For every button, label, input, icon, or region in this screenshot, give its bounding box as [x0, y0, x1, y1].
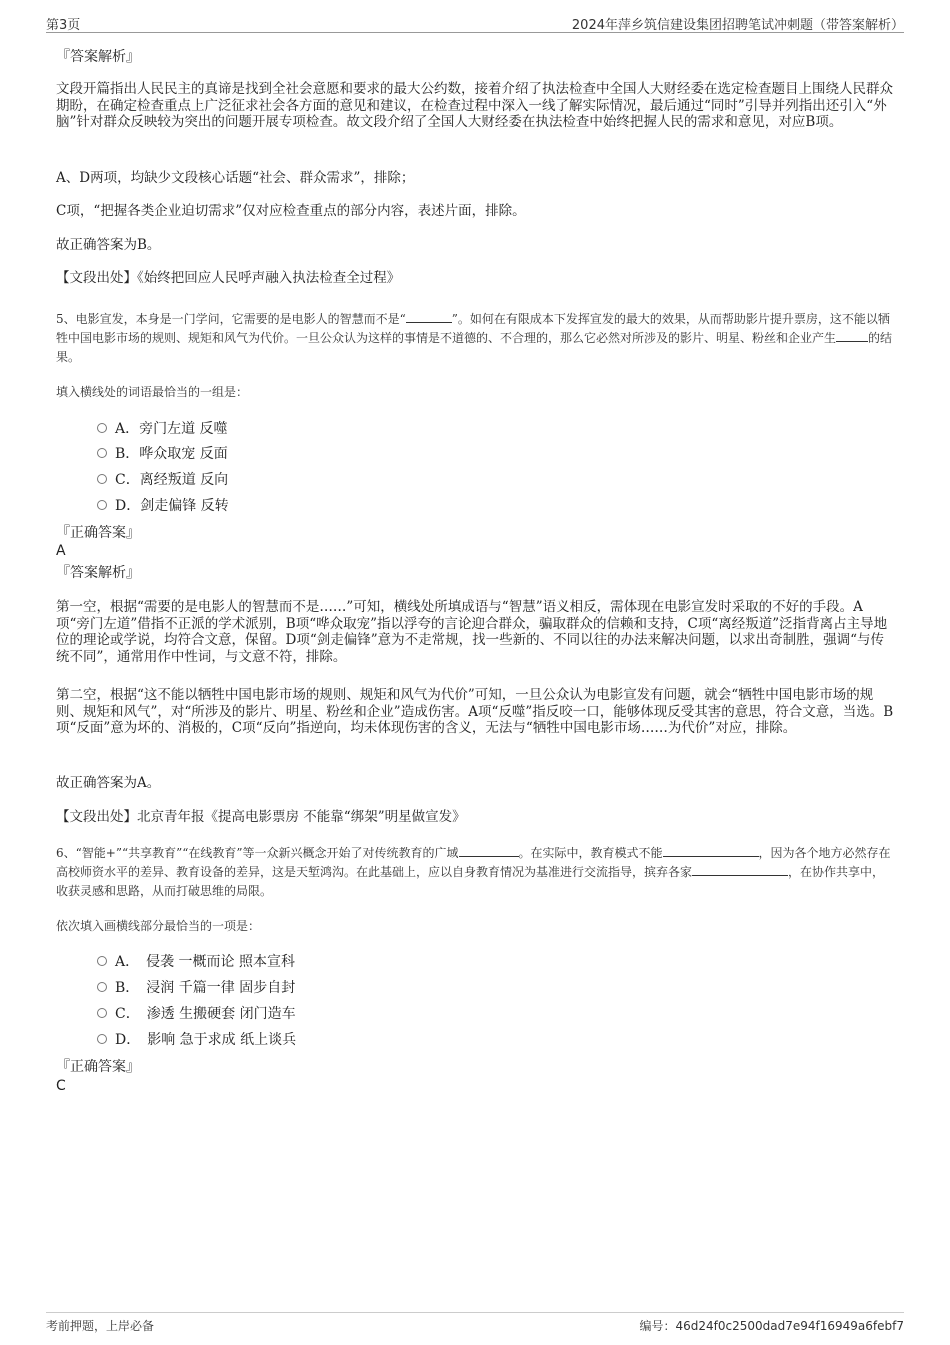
document-id: 编号：46d24f0c2500dad7e94f16949a6febf7	[639, 1319, 904, 1333]
radio-icon[interactable]	[97, 956, 107, 966]
analysis-paragraph: C项，“把握各类企业迫切需求”仅对应检查重点的部分内容，表述片面，排除。	[56, 203, 526, 219]
analysis-paragraph: 第二空，根据“这不能以牺牲中国电影市场的规则、规矩和风气为代价”可知，一旦公众认为电影宣发有问题，就会“牺牲中国电影市场的规则、规矩和风气”，对“所涉及的影片、明星、粉丝和企业”造成伤害。A项“反噬”指反咬一口，能够体现反受其害的意思，符合文意，当选。B项“反面”意为坏的、消极的，C项“反向”指逆向，均未体现伤害的含义，无法与“牺牲中国电影市场……为代价”对应，排除。	[56, 687, 894, 736]
answer-heading: 『正确答案』	[56, 1059, 140, 1075]
answer-heading: 『正确答案』	[56, 525, 140, 541]
q6-option-a[interactable]: A． 侵袭 一概而论 照本宣科	[97, 953, 295, 971]
q6-option-b[interactable]: B． 浸润 千篇一律 固步自封	[97, 979, 295, 997]
correct-answer: A	[56, 543, 66, 559]
question-6-stem: 6、“智能+”“共享教育”“在线教育”等一众新兴概念开始了对传统教育的广域 。在实际中，教育模式不能 ，因为各个地方必然存在高校师资水平的差异、教育设备的差异，这是天堑鸿沟。在此基础上，应以自身教育情况为基准进行交流指导，摈弃各家 ，在协作共享中，收获灵感和思路，从而打破思维的局限。	[56, 846, 891, 898]
page-header	[46, 14, 904, 33]
q6-option-d[interactable]: D． 影响 急于求成 纸上谈兵	[97, 1031, 296, 1049]
radio-icon[interactable]	[97, 423, 107, 433]
analysis-paragraph: A、D两项，均缺少文段核心话题“社会、群众需求”，排除；	[56, 170, 415, 186]
document-title: 2024年萍乡筑信建设集团招聘笔试冲刺题（带答案解析）	[571, 18, 904, 33]
q5-option-a[interactable]: A．旁门左道 反噬	[97, 420, 228, 438]
analysis-paragraph: 文段开篇指出人民民主的真谛是找到全社会意愿和要求的最大公约数，接着介绍了执法检查中全国人大财经委在选定检查题目上围绕人民群众期盼，在确定检查重点上广泛征求社会各方面的意见和建议，在检查过程中深入一线了解实际情况，最后通过“同时”引导并列指出还引入“外脑”针对群众反映较为突出的问题开展专项检查。故文段介绍了全国人大财经委在执法检查中始终把握人民的需求和意见，对应B项。	[56, 81, 893, 130]
radio-icon[interactable]	[97, 448, 107, 458]
q5-option-c[interactable]: C．离经叛道 反向	[97, 471, 228, 489]
correct-answer: C	[56, 1078, 66, 1094]
q5-option-d[interactable]: D．剑走偏锋 反转	[97, 497, 229, 515]
question-5-stem: 5、电影宣发，本身是一门学问，它需要的是电影人的智慧而不是“ ”。如何在有限成本下发挥宣发的最大的效果，从而帮助影片提升票房，这不能以牺牲中国电影市场的规则、规矩和风气为代价。一旦公众认为这样的事情是不道德的、不合理的，那么它必然对所涉及的影片、明星、粉丝和企业产生 的结果。	[56, 312, 893, 364]
radio-icon[interactable]	[97, 500, 107, 510]
analysis-heading: 『答案解析』	[56, 49, 140, 65]
conclusion: 故正确答案为A。	[56, 775, 161, 791]
blank	[459, 846, 519, 857]
radio-icon[interactable]	[97, 1008, 107, 1018]
q5-option-b[interactable]: B．哗众取宠 反面	[97, 445, 228, 463]
question-6-prompt: 依次填入画横线部分最恰当的一项是：	[56, 919, 261, 933]
page-number: 第3页	[46, 18, 81, 33]
source-citation: 【文段出处】北京青年报《提高电影票房 不能靠“绑架”明星做宣发》	[56, 809, 466, 825]
conclusion: 故正确答案为B。	[56, 237, 161, 253]
blank	[836, 331, 868, 342]
blank	[663, 846, 759, 857]
footer-slogan: 考前押题，上岸必备	[46, 1319, 155, 1333]
blank	[406, 312, 452, 323]
analysis-heading: 『答案解析』	[56, 565, 140, 581]
q6-option-c[interactable]: C． 渗透 生搬硬套 闭门造车	[97, 1005, 296, 1023]
radio-icon[interactable]	[97, 1034, 107, 1044]
source-citation: 【文段出处】《始终把回应人民呼声融入执法检查全过程》	[56, 270, 401, 286]
radio-icon[interactable]	[97, 474, 107, 484]
radio-icon[interactable]	[97, 982, 107, 992]
blank	[692, 865, 788, 876]
page-footer	[46, 1312, 904, 1333]
analysis-paragraph: 第一空，根据“需要的是电影人的智慧而不是……”可知，横线处所填成语与“智慧”语义相反，需体现在电影宣发时采取的不好的手段。A项“旁门左道”借指不正派的学术派别，B项“哗众取宠”指以浮夸的言论迎合群众，骗取群众的信赖和支持，C项“离经叛道”泛指背离占主导地位的理论或学说，均符合文意，保留。D项“剑走偏锋”意为不走常规，找一些新的、不同以往的办法来解决问题，以求出奇制胜，强调“与传统不同”，通常用作中性词，与文意不符，排除。	[56, 599, 888, 665]
question-5-prompt: 填入横线处的词语最恰当的一组是：	[56, 385, 249, 399]
